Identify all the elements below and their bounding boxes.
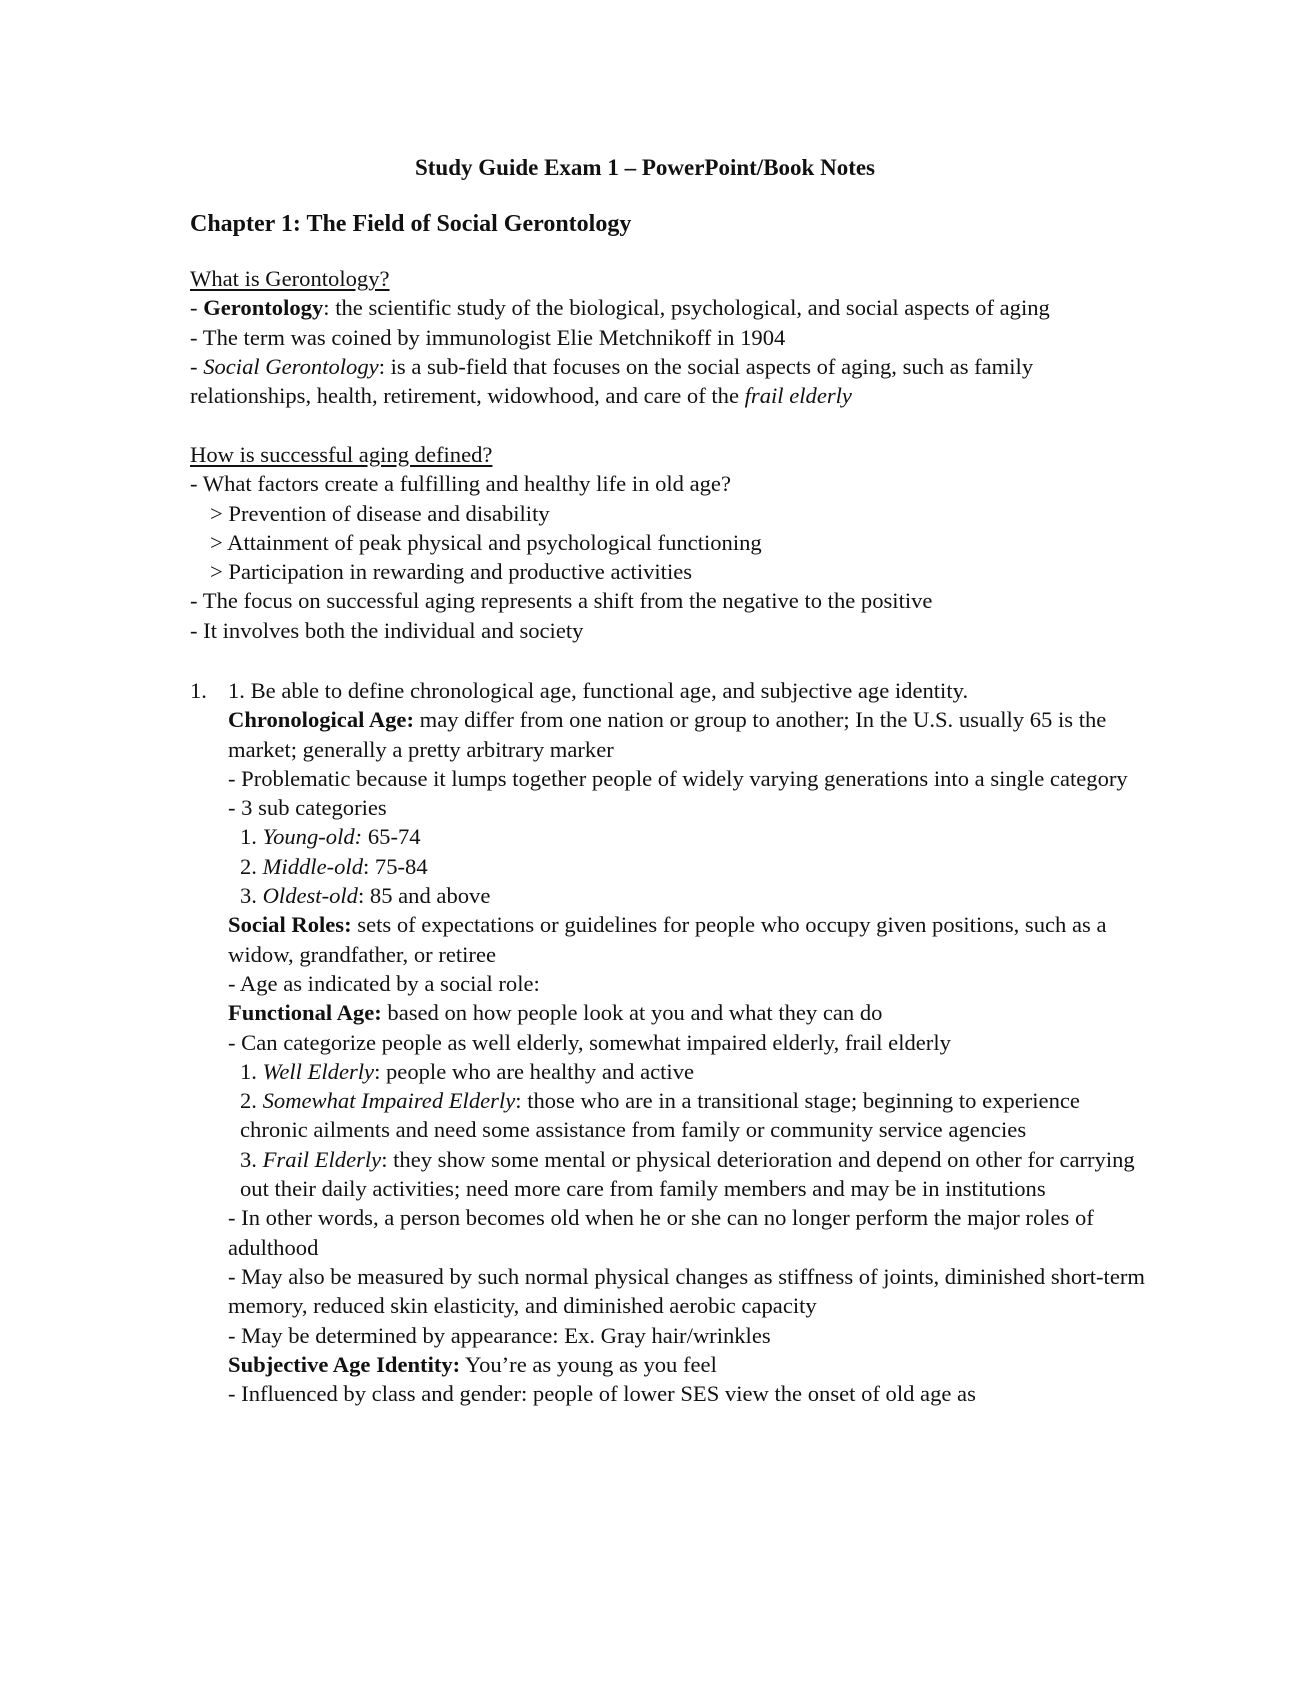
measured-note: - May also be measured by such normal physical changes as stiffness of joints, diminished short-term memory, reduced skin elasticity, and diminished aerobic capacity — [228, 1263, 1145, 1319]
section-heading: How is successful aging defined? — [190, 442, 493, 467]
question-line: - What factors create a fulfilling and healthy life in old age? — [190, 471, 731, 497]
functional-item: 3. Frail Elderly: they show some mental or physical deterioration and depend on other for carrying out their daily activities; need more care from family members and may be in institutions — [240, 1146, 1135, 1202]
list-intro: 1. Be able to define chronological age, functional age, and subjective age identity. — [228, 678, 969, 703]
definition-gerontology: - Gerontology: the scientific study of the biological, psychological, and social aspects of aging — [190, 295, 1050, 321]
coined-note: - The term was coined by immunologist Elie Metchnikoff in 1904 — [190, 324, 786, 350]
sub-categories: - 3 sub categories — [228, 795, 387, 821]
chronological-age — [228, 705, 1148, 764]
term: Subjective Age Identity: — [228, 1351, 461, 1377]
section-what-is-gerontology — [190, 264, 1150, 410]
list-item-body — [228, 676, 1148, 1408]
definition: based on how people look at you and what they can do — [381, 1000, 883, 1026]
category-item: 3. Oldest-old: 85 and above — [240, 883, 491, 909]
term: Social Gerontology — [203, 353, 379, 379]
chapter-heading: Chapter 1: The Field of Social Gerontology — [190, 211, 632, 237]
list-number: 1. — [190, 678, 207, 703]
subjective-age-identity — [228, 1350, 1148, 1379]
definition-social-gerontology: - Social Gerontology: is a sub-field that focuses on the social aspects of aging, such as family relationships, health, retirement, widowhood, and care of the frail elderly — [190, 353, 1034, 409]
definition: may differ from one nation or group to another; In the U.S. usually 65 is the market; generally a pretty arbitrary marker — [228, 707, 1107, 762]
functional-item: 1. Well Elderly: people who are healthy and active — [240, 1058, 695, 1084]
involves-line: - It involves both the individual and society — [190, 617, 584, 643]
term: Gerontology — [203, 295, 324, 321]
category-item: 2. Middle-old: 75-84 — [240, 853, 428, 879]
bullet-item: > Prevention of disease and disability — [210, 500, 550, 526]
section-successful-aging — [190, 440, 1150, 645]
definition: You’re as young as you feel — [460, 1351, 717, 1377]
category-item: 1. Young-old: 65-74 — [240, 824, 421, 850]
other-words: - In other words, a person becomes old when he or she can no longer perform the major roles of adulthood — [228, 1205, 1094, 1260]
definition-italic: frail elderly — [744, 383, 852, 409]
social-roles — [228, 910, 1148, 969]
functional-categories: - Can categorize people as well elderly, somewhat impaired elderly, frail elderly — [228, 1029, 951, 1055]
definition: : is a sub-field that focuses on the social aspects of aging, such as family relationships, health, retirement, widowhood, and care of the — [190, 353, 1034, 409]
bullet-item: > Participation in rewarding and productive activities — [210, 559, 693, 585]
chrono-problem: - Problematic because it lumps together people of widely varying generations into a single category — [228, 765, 1128, 791]
term: Chronological Age: — [228, 707, 414, 733]
functional-age — [228, 998, 1148, 1027]
definition: : the scientific study of the biological, psychological, and social aspects of aging — [323, 295, 1050, 321]
functional-item: 2. Somewhat Impaired Elderly: those who are in a transitional stage; beginning to experience chronic ailments and need some assistance from family or community service agencies — [240, 1088, 1080, 1143]
roles-age: - Age as indicated by a social role: — [228, 970, 540, 996]
bullet-item: > Attainment of peak physical and psychological functioning — [210, 529, 762, 555]
definition: sets of expectations or guidelines for people who occupy given positions, such as a widow, grandfather, or retiree — [228, 912, 1107, 967]
term: Functional Age: — [228, 1000, 382, 1026]
focus-line: - The focus on successful aging represents a shift from the negative to the positive — [190, 588, 933, 614]
term: Social Roles: — [228, 912, 352, 938]
influenced-note: - Influenced by class and gender: people of lower SES view the onset of old age as — [228, 1381, 976, 1407]
document-title: Study Guide Exam 1 – PowerPoint/Book Notes — [414, 155, 876, 180]
section-heading: What is Gerontology? — [190, 266, 390, 291]
appearance-note: - May be determined by appearance: Ex. Gray hair/wrinkles — [228, 1322, 771, 1348]
